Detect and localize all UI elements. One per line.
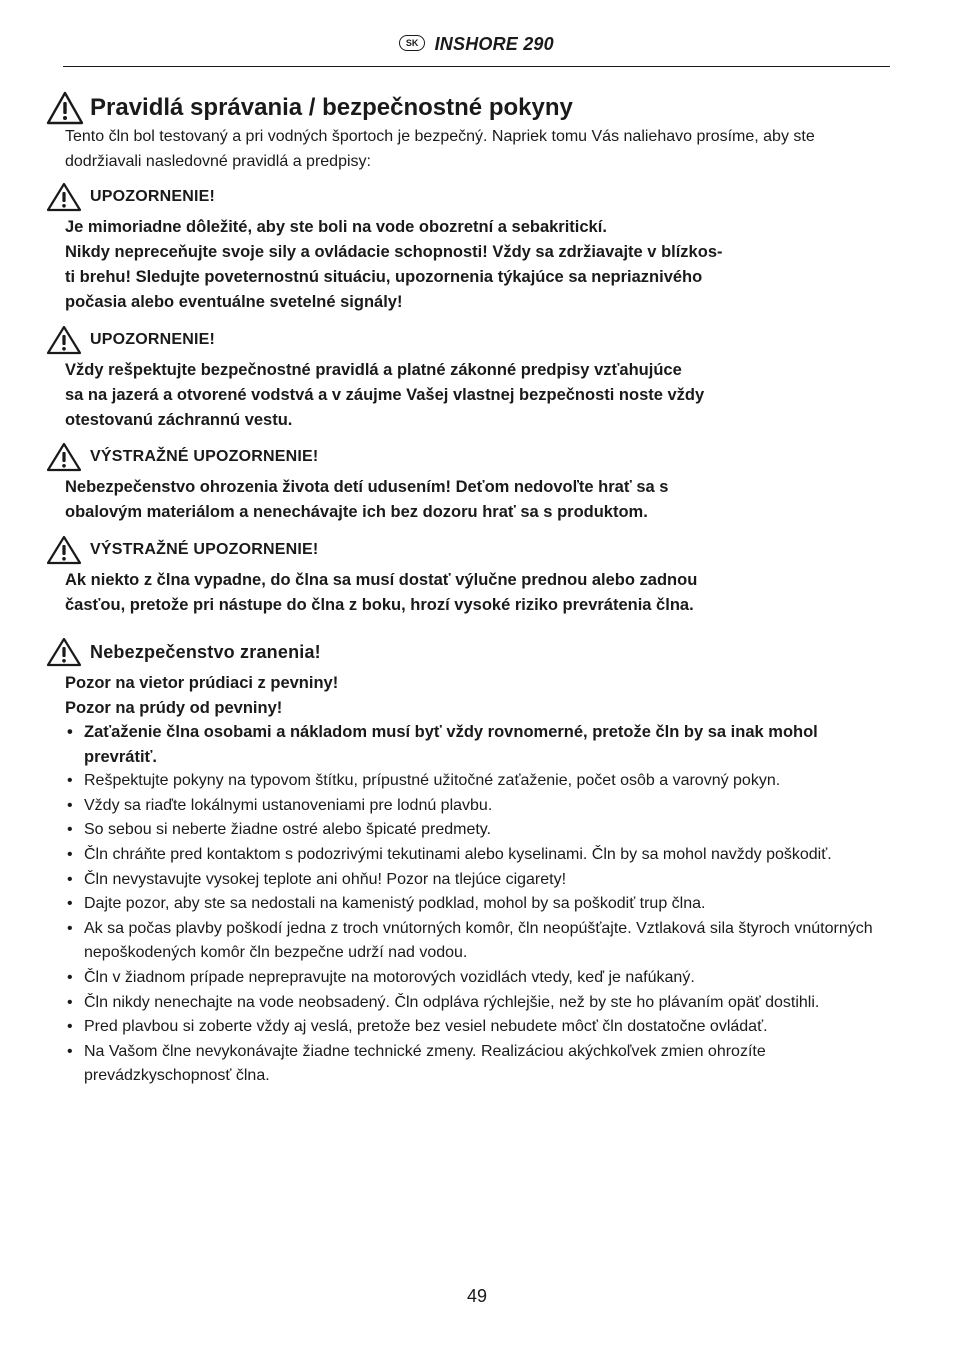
warning-triangle-icon — [46, 91, 84, 125]
intro-paragraph: Tento čln bol testovaný a pri vodných športoch je bezpečný. Napriek tomu Vás naliehavo prosíme, aby ste dodržiavali nasledovné pravidlá a predpisy: — [65, 128, 815, 170]
notice-body — [65, 358, 890, 433]
list-item: • Čln v žiadnom prípade neprepravujte na motorových vozidlách vtedy, keď je nafúkaný. — [65, 966, 890, 991]
list-item: • Čln nevystavujte vysokej teplote ani ohňu! Pozor na tlejúce cigarety! — [65, 868, 890, 893]
injury-line: Pozor na prúdy od pevniny! — [65, 699, 283, 717]
warning-triangle-icon — [46, 182, 82, 212]
notice-label: UPOZORNENIE! — [90, 188, 216, 205]
notice-heading — [46, 181, 215, 213]
language-badge: SK — [399, 35, 425, 51]
list-item: • So sebou si neberte žiadne ostré alebo špicaté predmety. — [65, 818, 890, 843]
page-title: Pravidlá správania / bezpečnostné pokyny — [90, 94, 573, 121]
notice-line: časťou, pretože pri nástupe do člna z boku, hrozí vysoké riziko prevrátenia člna. — [65, 596, 694, 614]
warning-triangle-icon — [46, 442, 82, 472]
list-item: • Čln chráňte pred kontaktom s podozrivými tekutinami alebo kyselinami. Čln by sa mohol navždy poškodiť. — [65, 843, 890, 868]
notice-body — [65, 215, 890, 315]
injury-label: Nebezpečenstvo zranenia! — [90, 641, 321, 662]
list-item: • Dajte pozor, aby ste sa nedostali na kamenistý podklad, mohol by sa poškodiť trup člna. — [65, 892, 890, 917]
notice-line: otestovanú záchrannú vestu. — [65, 411, 293, 429]
safety-bullet-list — [65, 720, 890, 1089]
notice-line: Je mimoriadne dôležité, aby ste boli na vode obozretní a sebakritickí. — [65, 218, 607, 236]
notice-line: Ak niekto z člna vypadne, do člna sa musí dostať výlučne prednou alebo zadnou — [65, 571, 698, 589]
product-name: INSHORE 290 — [434, 34, 554, 54]
notice-label: VÝSTRAŽNÉ UPOZORNENIE! — [90, 448, 319, 465]
notice-line: obalovým materiálom a nenechávajte ich bez dozoru hrať sa s produktom. — [65, 503, 648, 521]
list-item: • Zaťaženie člna osobami a nákladom musí byť vždy rovnomerné, pretože čln by sa inak mohol prevrátiť. — [65, 720, 890, 769]
notice-heading — [46, 441, 318, 473]
notice-label: UPOZORNENIE! — [90, 331, 216, 348]
notice-line: ti brehu! Sledujte poveternostnú situáciu, upozornenia týkajúce sa nepriaznivého — [65, 268, 703, 286]
notice-line: sa na jazerá a otvorené vodstvá a v záujme Vašej vlastnej bezpečnosti noste vždy — [65, 386, 705, 404]
notice-line: Vždy rešpektujte bezpečnostné pravidlá a platné zákonné predpisy vzťahujúce — [65, 361, 682, 379]
list-item: • Rešpektujte pokyny na typovom štítku, prípustné užitočné zaťaženie, počet osôb a varovný pokyn. — [65, 769, 890, 794]
injury-line: Pozor na vietor prúdiaci z pevniny! — [65, 674, 339, 692]
notice-body — [65, 475, 890, 525]
notice-label: VÝSTRAŽNÉ UPOZORNENIE! — [90, 541, 319, 558]
warning-triangle-icon — [46, 325, 82, 355]
notice-heading — [46, 534, 318, 566]
list-item: • Vždy sa riaďte lokálnymi ustanoveniami pre lodnú plavbu. — [65, 794, 890, 819]
injury-heading — [46, 636, 321, 668]
notice-line: Nikdy nepreceňujte svoje sily a ovládacie schopnosti! Vždy sa zdržiavajte v blízkos- — [65, 243, 723, 261]
list-item: • Čln nikdy nenechajte na vode neobsadený. Čln odpláva rýchlejšie, než by ste ho plávaním opäť dostihli. — [65, 991, 890, 1016]
page-number: 49 — [466, 1286, 488, 1306]
list-item: • Ak sa počas plavby poškodí jedna z troch vnútorných komôr, čln neopúšťajte. Vztlaková sila štyroch vnútorných nepoškodených komôr čln bezpečne udrží nad vodou. — [65, 917, 890, 966]
notice-line: počasia alebo eventuálne svetelné signály! — [65, 293, 403, 311]
list-item: • Na Vašom člne nevykonávajte žiadne technické zmeny. Realizáciou akýchkoľvek zmien ohrozíte prevádzkyschopnosť člna. — [65, 1040, 890, 1089]
notice-heading — [46, 324, 215, 356]
notice-line: Nebezpečenstvo ohrozenia života detí udusením! Deťom nedovoľte hrať sa s — [65, 478, 669, 496]
notice-body — [65, 568, 890, 618]
page-header — [63, 30, 890, 67]
warning-triangle-icon — [46, 535, 82, 565]
section-title-row — [46, 90, 573, 126]
list-item: • Pred plavbou si zoberte vždy aj veslá, pretože bez vesiel nebudete môcť čln dostatočne ovládať. — [65, 1015, 890, 1040]
warning-triangle-icon — [46, 637, 82, 667]
injury-intro — [65, 671, 890, 721]
